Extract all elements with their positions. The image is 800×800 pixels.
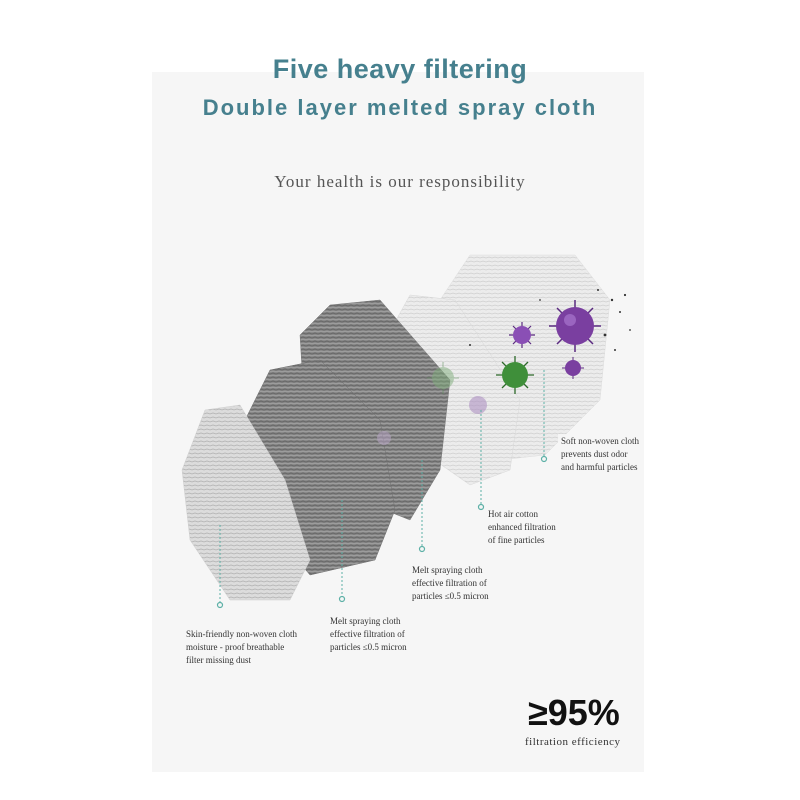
layer-3-label <box>409 563 492 604</box>
label-line: Skin-friendly non-woven cloth <box>186 629 297 639</box>
label-line: prevents dust odor <box>561 449 628 459</box>
page-subtitle: Double layer melted spray cloth <box>202 95 598 120</box>
tagline: Your health is our responsibility <box>274 172 526 191</box>
efficiency-value: ≥95% <box>528 692 620 733</box>
label-line: enhanced filtration <box>488 522 556 532</box>
label-line: effective filtration of <box>330 629 405 639</box>
virus-faded-purple-icon <box>469 396 487 414</box>
efficiency-label: filtration efficiency <box>525 736 621 748</box>
layer-4-label <box>485 507 559 548</box>
label-line: moisture - proof breathable <box>186 642 285 652</box>
label-line: of fine particles <box>488 535 545 545</box>
label-line: Melt spraying cloth <box>412 565 483 575</box>
layer-2-label <box>327 614 410 655</box>
label-line: particles ≤0.5 micron <box>412 591 489 601</box>
label-line: Melt spraying cloth <box>330 616 401 626</box>
virus-faint-icon <box>377 431 391 445</box>
label-line: effective filtration of <box>412 578 487 588</box>
layer-5-label <box>558 434 642 475</box>
label-line: Soft non-woven cloth <box>561 436 639 446</box>
label-line: Hot air cotton <box>488 509 538 519</box>
label-line: filter missing dust <box>186 655 251 665</box>
label-line: and harmful particles <box>561 462 638 472</box>
layer-1-label <box>183 627 300 668</box>
label-line: particles ≤0.5 micron <box>330 642 407 652</box>
page-title: Five heavy filtering <box>272 54 528 84</box>
